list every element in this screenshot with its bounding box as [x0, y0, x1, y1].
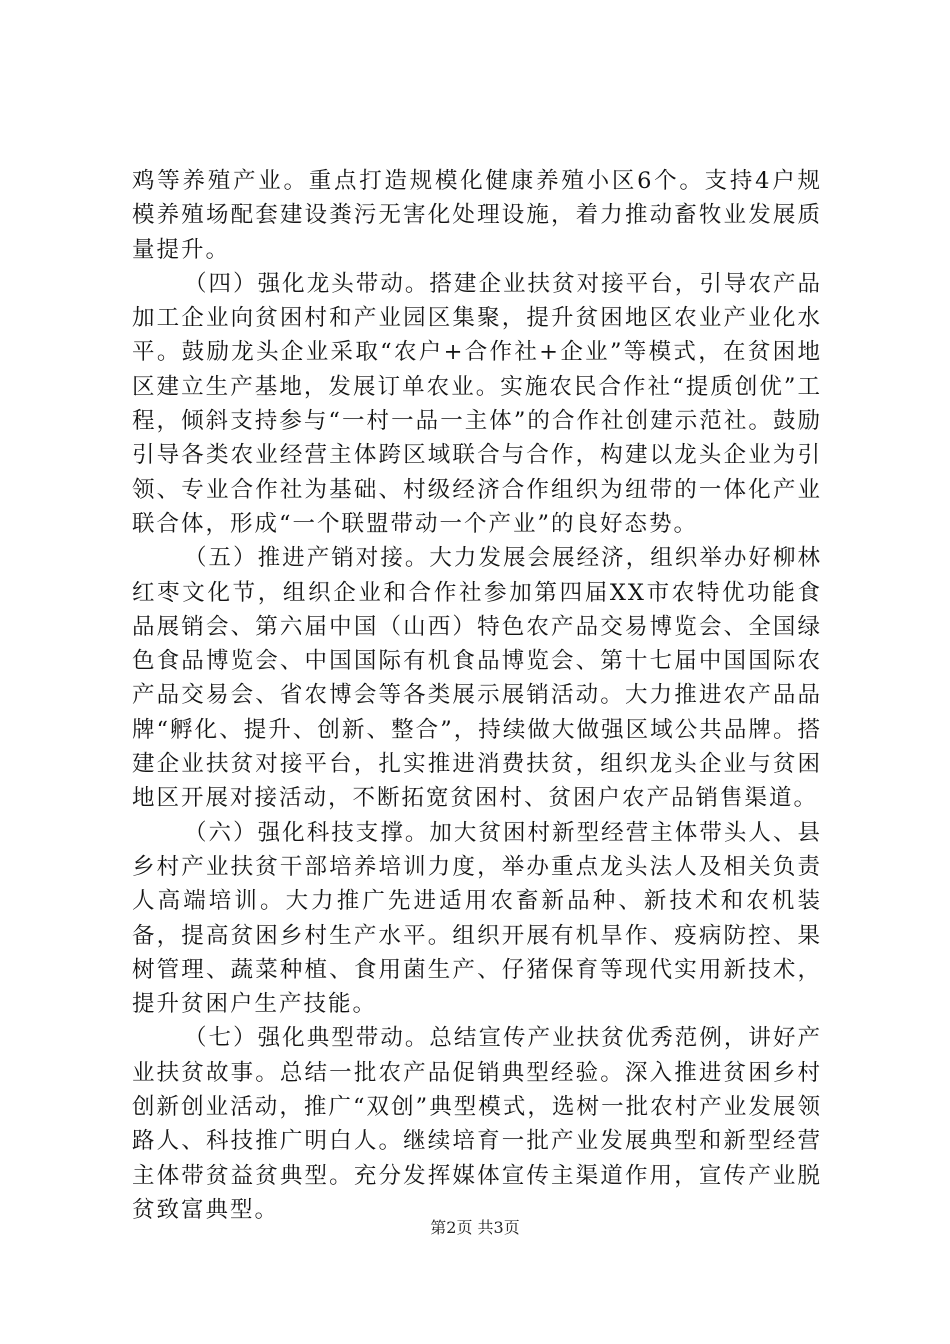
page-footer: 第2页 共3页	[430, 1218, 520, 1237]
paragraph-section-5-production-sales: （五）推进产销对接。大力发展会展经济，组织举办好柳林红枣文化节，组织企业和合作社参加第四届XX市农特优功能食品展销会、第六届中国（山西）特色农产品交易博览会、全国绿色食品博览会、中国国际有机食品博览会、第十七届中国国际农产品交易会、省农博会等各类展示展销活动。大力推进农产品品牌“孵化、提升、创新、整合”，持续做大做强区域公共品牌。搭建企业扶贫对接平台，扎实推进消费扶贫，组织龙头企业与贫困地区开展对接活动，不断拓宽贫困村、贫困户农产品销售渠道。	[132, 545, 822, 812]
paragraph-section-4-leading-enterprises: （四）强化龙头带动。搭建企业扶贫对接平台，引导农产品加工企业向贫困村和产业园区集聚，提升贫困地区农业产业化水平。鼓励龙头企业采取“农户+合作社+企业”等模式，在贫困地区建立生产基地，发展订单农业。实施农民合作社“提质创优”工程，倾斜支持参与“一村一品一主体”的合作社创建示范社。鼓励引导各类农业经营主体跨区域联合与合作，构建以龙头企业为引领、专业合作社为基础、村级经济合作组织为纽带的一体化产业联合体，形成“一个联盟带动一个产业”的良好态势。	[132, 270, 822, 537]
paragraph-livestock-continuation: 鸡等养殖产业。重点打造规模化健康养殖小区6个。支持4户规模养殖场配套建设粪污无害化处理设施，着力推动畜牧业发展质量提升。	[132, 168, 822, 263]
paragraph-section-6-technology-support: （六）强化科技支撑。加大贫困村新型经营主体带头人、县乡村产业扶贫干部培养培训力度，举办重点龙头法人及相关负责人高端培训。大力推广先进适用农畜新品种、新技术和农机装备，提高贫困乡村生产水平。组织开展有机旱作、疫病防控、果树管理、蔬菜种植、食用菌生产、仔猪保育等现代实用新技术，提升贫困户生产技能。	[132, 819, 822, 1018]
document-body	[132, 164, 822, 1227]
paragraph-section-7-model-examples: （七）强化典型带动。总结宣传产业扶贫优秀范例，讲好产业扶贫故事。总结一批农产品促销典型经验。深入推进贫困乡村创新创业活动，推广“双创”典型模式，选树一批农村产业发展领路人、科技推广明白人。继续培育一批产业发展典型和新型经营主体带贫益贫典型。充分发挥媒体宣传主渠道作用，宣传产业脱贫致富典型。	[132, 1025, 822, 1223]
